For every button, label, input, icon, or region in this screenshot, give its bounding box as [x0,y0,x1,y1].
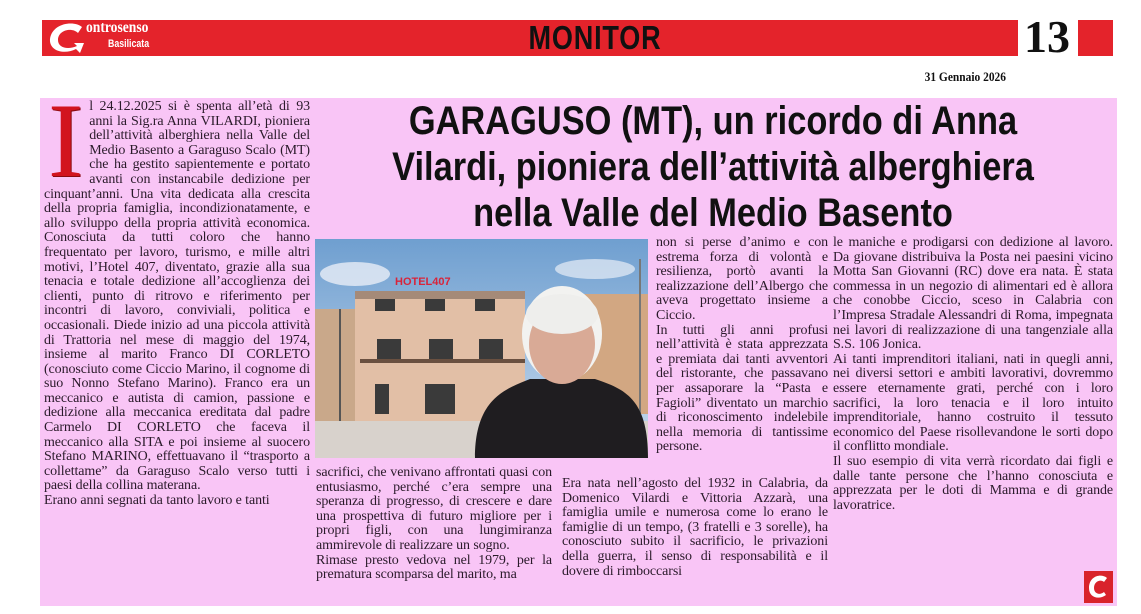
paragraph: non si perse d’animo e con estrema forza di volontà e resilienza, portò avanti la realizzazione dell’Albergo che aveva progettato insieme a Ciccio. [656,236,828,323]
paragraph: le maniche e prodigarsi con dedizione al lavoro. Da giovane distribuiva la Posta nei paesini vicino Motta San Giovanni (RC) dove era nata. È stata commessa in un negozio di alimentari ed è allora che conobbe Ciccio, sceso in Calabria con l’Impresa Stradale Alessandri di Roma, impegnata nei lavori di realizzazione di una tangenziale alla S.S. 106 Jonica. [833,236,1113,353]
page-number: 13 [1024,11,1070,62]
headline-line: Vilardi, pioniera dell’attività alberghiera [392,145,1034,189]
hotel-sign: HOTEL407 [395,276,451,288]
article-headline [312,98,1114,236]
paragraph: sacrifici, che venivano affrontati quasi con entusiasmo, perché c’era sempre una speranza di progresso, di crescere e dare una prospettiva di futuro migliore per i propri figli, con una lungimiranza ammirevole di realizzare un sogno. [316,466,552,553]
brand-subtitle: Basilicata [108,38,150,50]
article-column-3-continued [562,477,828,602]
paragraph: Erano anni segnati da tanto lavoro e tanti [44,493,270,509]
article-column-4 [833,236,1113,581]
article-photo [315,239,648,458]
issue-date: 31 Gennaio 2026 [924,69,1006,84]
brand-name: ontrosenso [86,19,149,36]
paragraph: l 24.12.2025 si è spenta all’età di 93 anni la Sig.ra Anna VILARDI, pioniera dell’attività alberghiera nella Valle del Medio Basento a Garaguso Scalo (MT) che ha gestito sapientemente e portato avanti con instancabile dedizione per cinquant’anni. Una vita dedicata alla crescita della propria famiglia, incondizionatamente, e allo sviluppo della propria attività economica. Conosciuta da tutti coloro che hanno frequentato per lavoro, turismo, e mille altri motivi, l’Hotel 407, diventato, grazie alla sua tenacia e totale dedizione all’accoglienza dei clienti, punto di ritrovo e riferimento per incontri di lavoro, conviviali, politica e occasionali. Diede inizio ad una piccola attività di Trattoria nel mese di maggio del 1974, insieme al marito Franco DI CORLETO (conosciuto come Ciccio Marino, il cognome di suo Nonno Stefano Marino). Franco era un meccanico e autista di camion, passione e dedizione alla meccanica ereditata dal padre Carmelo DI CORLETO che faceva il meccanico alla SITA e poi insieme al suocero Stefano MARINO, effettuavano il “trasporto a collettame” da Garaguso Scalo verso tutti i paesi della collina materana. [44,100,310,494]
paragraph: Rimase presto vedova nel 1979, per la prematura scomparsa del marito, ma [316,552,552,583]
article-column-3 [656,236,828,472]
masthead-bar-end [1078,20,1113,56]
paragraph: Ai tanti imprenditori italiani, nati in quegli anni, nei diversi settori e ambiti lavorativi, dovremmo essere eternamente grati, perché con i loro sacrifici, la loro tenacia e il loro intuito imprenditoriale, hanno costruito il tessuto economico del Paese risollevandone le sorti dopo il conflitto mondiale. [833,351,1113,455]
drop-cap: I [48,100,84,199]
headline-line: nella Valle del Medio Basento [473,191,953,235]
end-mark-logo-icon [1084,571,1113,603]
brand-logo-icon [46,21,90,55]
article-column-2 [316,466,552,602]
headline-line: GARAGUSO (MT), un ricordo di Anna [408,99,1018,143]
paragraph: Era nata nell’agosto del 1932 in Calabria, da Domenico Vilardi e Vittoria Azzarà, una famiglia umile e numerosa come lo erano le famiglie di un tempo, (3 fratelli e 3 sorelle), ha conosciuto subito il sacrificio, le privazioni della guerra, il senso di responsabilità e il dovere di rimboccarsi [562,477,828,579]
article-column-1 [44,100,310,604]
paragraph: In tutti gli anni profusi nell’attività è stata apprezzata e premiata dai tanti avventori del ristorante, che passavano per assaporare la “Pasta e Fagioli” diventato un marchio di riconoscimento indelebile nella memoria di tantissime persone. [656,322,828,455]
section-title: MONITOR [528,19,662,56]
paragraph: Il suo esempio di vita verrà ricordato dai figli e dalle tante persone che l’hanno conosciuta e apprezzata per le doti di Mamma e di grande lavoratrice. [833,453,1113,513]
